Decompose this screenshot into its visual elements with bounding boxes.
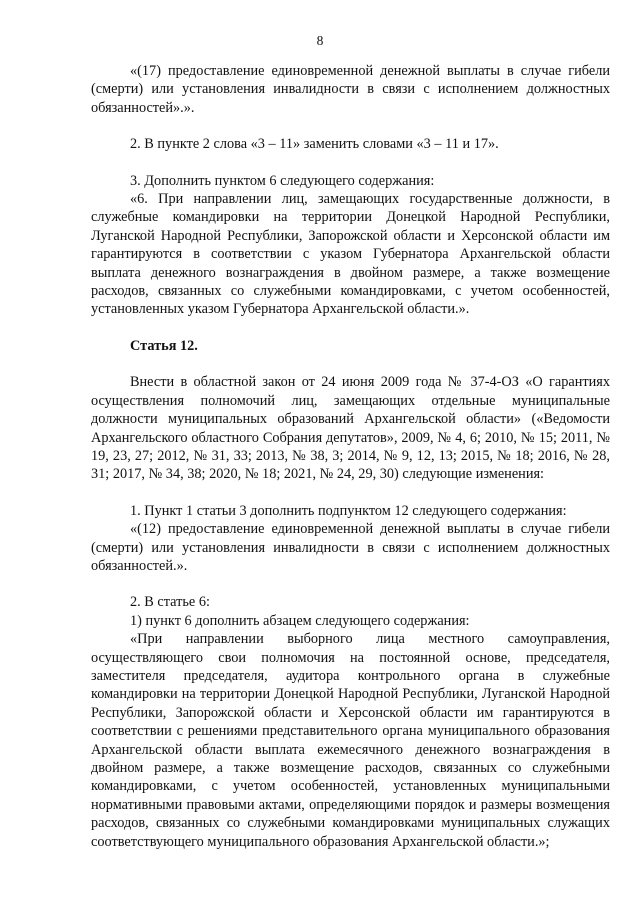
article-heading: Статья 12. bbox=[130, 337, 198, 354]
paragraph-elected-official: «При направлении выборного лица местного самоуправления, осуществляющего свои полномочия на постоянной основе, председателя, заместителя председателя, аудитора контрольного органа в служебные командировки на территории Донецкой Народной Республики, Луганской Народной Республики, Запорожской области и Херсонской области им гарантируются в соответствии с решениями представительного органа муниципального образования Архангельской области выплата ежемесячного денежного вознаграждения в двойном размере, а также возмещение расходов, связанных со служебными командировками, с учетом особенностей, установленных муниципальными нормативными правовыми актами, определяющими порядок и размеры возмещения расходов, связанных со служебными командировками муниципальных служащих соответствующего муниципального образования Архангельской области.»; bbox=[91, 631, 610, 850]
paragraph-article-6: 2. В статье 6: bbox=[130, 594, 210, 611]
paragraph-item-1: 1. Пункт 1 статьи 3 дополнить подпунктом 12 следующего содержания: bbox=[130, 502, 567, 519]
paragraph-subclause-12: «(12) предоставление единовременной денежной выплаты в случае гибели (смерти) или установления инвалидности в связи с исполнением должностных обязанностей.». bbox=[91, 521, 610, 574]
paragraph-clause-6: «6. При направлении лиц, замещающих государственные должности, в служебные командировки на территории Донецкой Народной Республики, Луганской Народной Республики, Запорожской области и Херсонской области им гарантируются в соответствии с указом Губернатора Архангельской области выплата денежного вознаграждения в двойном размере, а также возмещение расходов, связанных со служебными командировками, с учетом особенностей, установленных указом Губернатора Архангельской области.». bbox=[91, 191, 610, 318]
paragraph-article-intro: Внести в областной закон от 24 июня 2009 года № 37-4-ОЗ «О гарантиях осуществления полномочий лиц, замещающих отдельные муниципальные должности муниципальных образований Архангельской области» («Ведомости Архангельского областного Собрания депутатов», 2009, № 4, 6; 2010, № 15; 2011, № 19, 23, 27; 2012, № 31, 33; 2013, № 38, 3; 2014, № 9, 12, 13; 2015, № 18; 2016, № 28, 31; 2017, № 34, 38; 2020, № 18; 2021, № 24, 29, 30) следующие изменения: bbox=[91, 374, 610, 483]
paragraph-item-3: 3. Дополнить пунктом 6 следующего содержания: bbox=[130, 172, 435, 189]
paragraph-item-2: 2. В пункте 2 слова «3 – 11» заменить словами «3 – 11 и 17». bbox=[130, 136, 499, 153]
paragraph-amendment-17: «(17) предоставление единовременной денежной выплаты в случае гибели (смерти) или установления инвалидности в связи с исполнением должностных обязанностей».». bbox=[91, 63, 610, 116]
page-number: 8 bbox=[316, 33, 324, 48]
paragraph-point-6: 1) пункт 6 дополнить абзацем следующего содержания: bbox=[130, 612, 470, 629]
document-body bbox=[91, 62, 610, 851]
